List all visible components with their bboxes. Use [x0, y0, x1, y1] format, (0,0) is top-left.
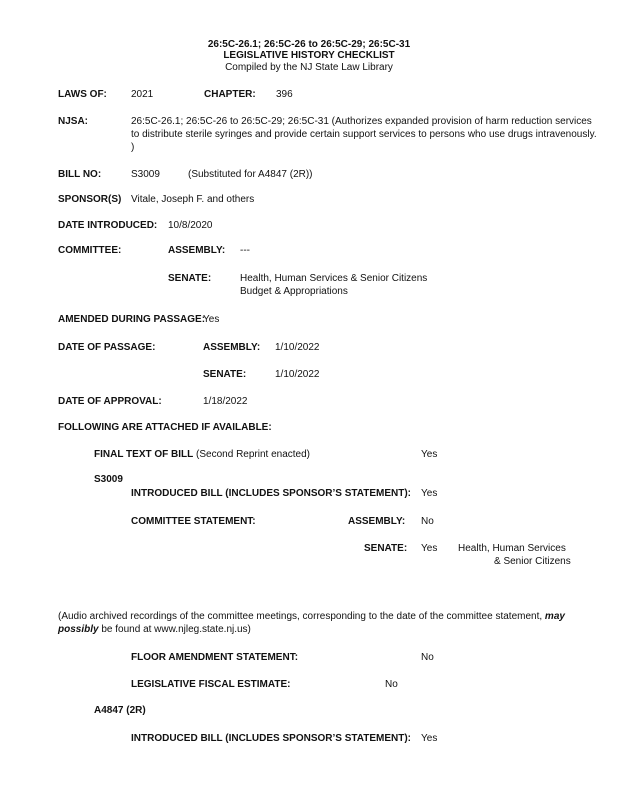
- committee-assembly-label: ASSEMBLY:: [168, 245, 226, 256]
- s3009-senate-label: SENATE:: [364, 543, 408, 554]
- laws-of-label: LAWS OF:: [58, 89, 107, 100]
- final-text-label: FINAL TEXT OF BILL: [94, 449, 194, 460]
- sponsors-label: SPONSOR(S): [58, 194, 122, 205]
- passage-assembly-value: 1/10/2022: [275, 342, 320, 353]
- s3009-assembly-label: ASSEMBLY:: [348, 516, 406, 527]
- fiscal-estimate-value: No: [385, 679, 398, 690]
- header-title-line2: LEGISLATIVE HISTORY CHECKLIST: [223, 50, 395, 61]
- committee-assembly-value: ---: [240, 245, 250, 256]
- final-text-note: (Second Reprint enacted): [196, 449, 311, 460]
- committee-senate-value-2: Budget & Appropriations: [240, 286, 348, 297]
- header-title-line1: 26:5C-26.1; 26:5C-26 to 26:5C-29; 26:5C-31: [207, 39, 411, 50]
- header-subtitle: Compiled by the NJ State Law Library: [225, 62, 393, 73]
- sponsors-value: Vitale, Joseph F. and others: [131, 194, 255, 205]
- passage-senate-label: SENATE:: [203, 369, 247, 380]
- chapter-value: 396: [276, 89, 293, 100]
- audio-note-emph1: may: [544, 611, 565, 622]
- njsa-text: 26:5C-26.1; 26:5C-26 to 26:5C-29; 26:5C-31 (Authorizes expanded provision of harm reduction services to distribute sterile syringes and provide certain support services to persons who use drugs intravenously. ): [131, 116, 597, 153]
- final-text-row: [94, 448, 310, 461]
- s3009-senate-committee-2: & Senior Citizens: [494, 556, 571, 567]
- floor-amendment-label: FLOOR AMENDMENT STATEMENT:: [131, 652, 299, 663]
- s3009-label: S3009: [94, 474, 123, 485]
- s3009-senate-committee-1: Health, Human Services: [458, 543, 566, 554]
- date-of-approval-value: 1/18/2022: [203, 396, 248, 407]
- a4847-introduced-value: Yes: [421, 733, 438, 744]
- s3009-senate-value: Yes: [421, 543, 438, 554]
- fiscal-estimate-label: LEGISLATIVE FISCAL ESTIMATE:: [131, 679, 291, 690]
- audio-note: [58, 610, 593, 636]
- date-of-passage-label: DATE OF PASSAGE:: [58, 342, 156, 353]
- s3009-committee-statement-label: COMMITTEE STATEMENT:: [131, 516, 256, 527]
- final-text-value: Yes: [421, 449, 438, 460]
- audio-note-part2: be found at www.njleg.state.nj.us): [101, 624, 251, 635]
- amended-label: AMENDED DURING PASSAGE:: [58, 314, 206, 325]
- attached-heading: FOLLOWING ARE ATTACHED IF AVAILABLE:: [58, 422, 272, 433]
- date-introduced-label: DATE INTRODUCED:: [58, 220, 158, 231]
- floor-amendment-value: No: [421, 652, 434, 663]
- audio-note-emph2: possibly: [58, 624, 99, 635]
- passage-assembly-label: ASSEMBLY:: [203, 342, 261, 353]
- a4847-introduced-label: INTRODUCED BILL (INCLUDES SPONSOR’S STATEMENT):: [131, 733, 411, 744]
- committee-label: COMMITTEE:: [58, 245, 122, 256]
- passage-senate-value: 1/10/2022: [275, 369, 320, 380]
- a4847-label: A4847 (2R): [94, 705, 146, 716]
- bill-no-note: (Substituted for A4847 (2R)): [188, 169, 313, 180]
- date-of-approval-label: DATE OF APPROVAL:: [58, 396, 162, 407]
- s3009-introduced-value: Yes: [421, 488, 438, 499]
- audio-note-part1: (Audio archived recordings of the committee meetings, corresponding to the date of the committee statement,: [58, 611, 543, 622]
- njsa-label: NJSA:: [58, 116, 89, 127]
- amended-value: Yes: [203, 314, 220, 325]
- committee-senate-value-1: Health, Human Services & Senior Citizens: [240, 273, 428, 284]
- bill-no-value: S3009: [131, 169, 160, 180]
- bill-no-label: BILL NO:: [58, 169, 102, 180]
- s3009-introduced-label: INTRODUCED BILL (INCLUDES SPONSOR’S STATEMENT):: [131, 488, 411, 499]
- date-introduced-value: 10/8/2020: [168, 220, 213, 231]
- chapter-label: CHAPTER:: [204, 89, 256, 100]
- s3009-assembly-value: No: [421, 516, 434, 527]
- committee-senate-label: SENATE:: [168, 273, 212, 284]
- laws-of-year: 2021: [131, 89, 154, 100]
